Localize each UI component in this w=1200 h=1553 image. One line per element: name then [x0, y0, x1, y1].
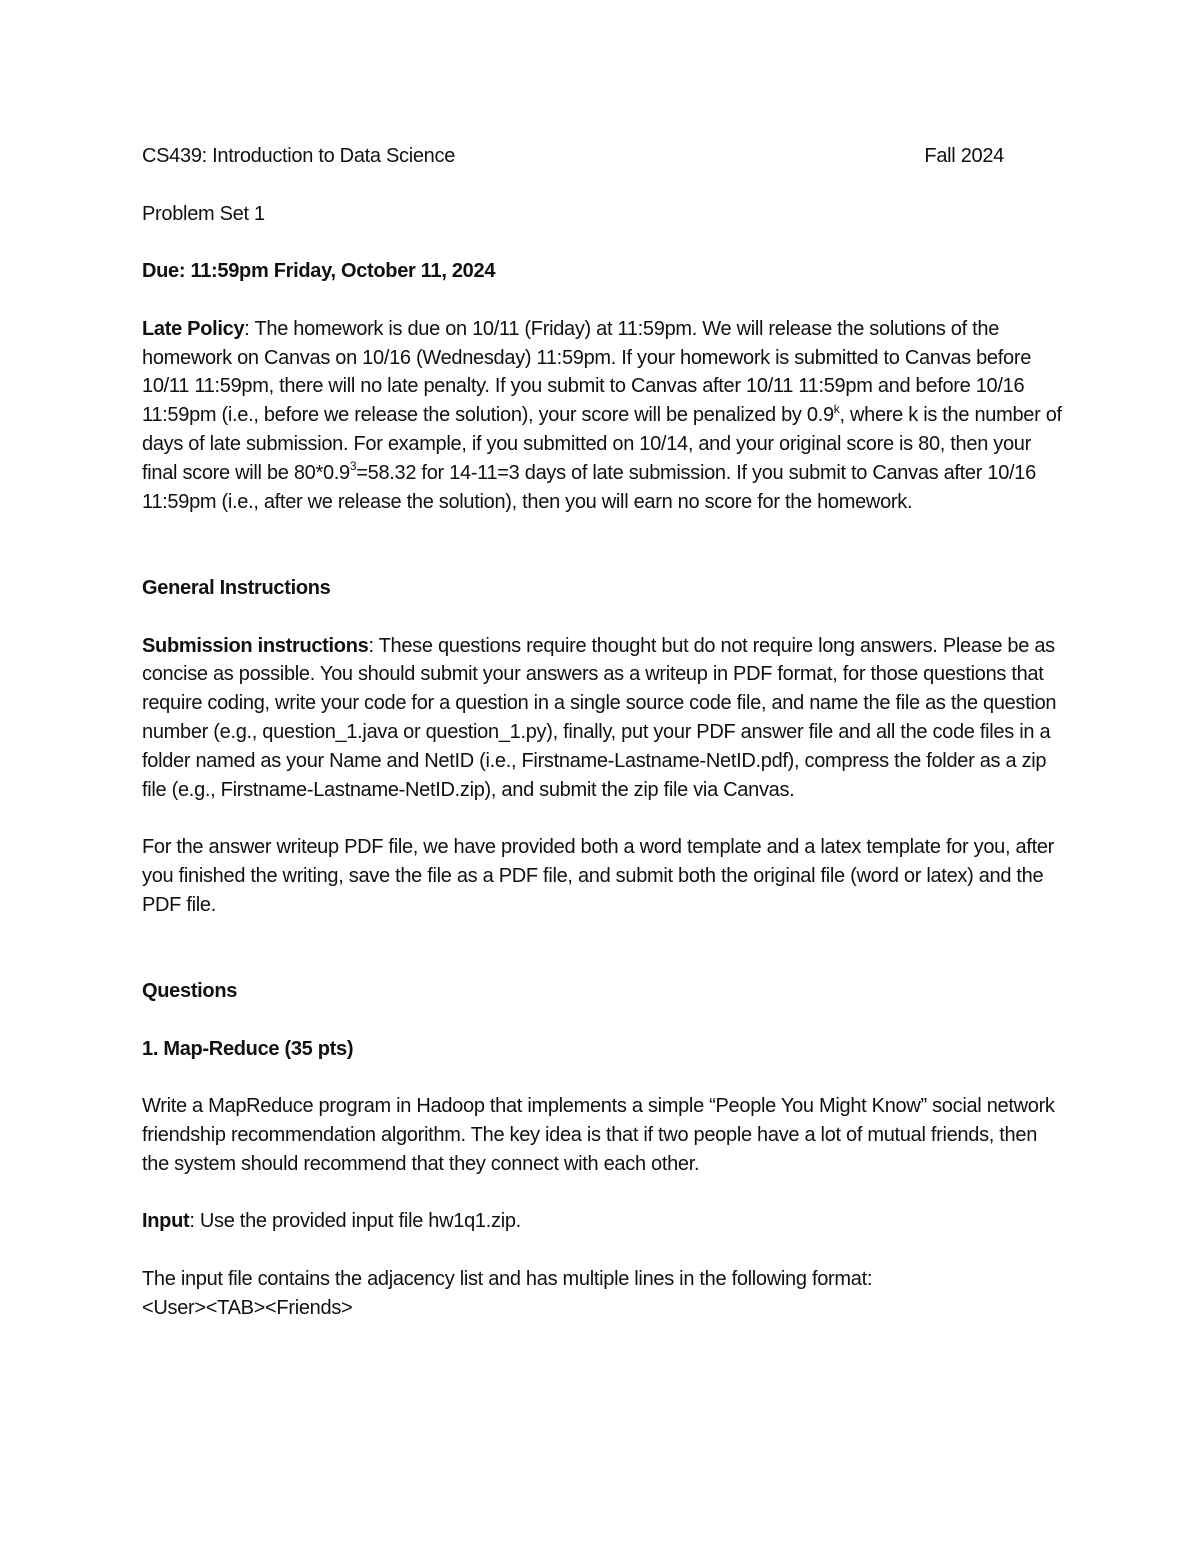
submission-instructions-label: Submission instructions	[142, 634, 369, 657]
late-policy-label: Late Policy	[142, 317, 245, 340]
writeup-paragraph: For the answer writeup PDF file, we have provided both a word template and a latex template for you, after you finished the writing, save the file as a PDF file, and submit both the original file (word or latex) and the PDF file.	[142, 836, 1055, 916]
question-1-description: Write a MapReduce program in Hadoop that implements a simple “People You Might Know” social network friendship recommendation algorithm. The key idea is that if two people have a lot of mutual friends, then the system should recommend that they connect with each other.	[142, 1095, 1055, 1175]
late-policy-text-a: : The homework is due on 10/11 (Friday) at 11:59pm. We will release the solutions of the homework on Canvas on 10/16 (Wednesday) 11:59pm. If your homework is submitted to Canvas before 10/11 11:59pm, there will no late penalty. If you submit to Canvas after 10/11 11:59pm and before 10/16 11:59pm (i.e., before we release the solution), your score will be penalized by 0.9	[142, 317, 1032, 427]
input-text: : Use the provided input file hw1q1.zip.	[189, 1210, 521, 1233]
general-instructions-heading: General Instructions	[142, 576, 331, 599]
term-label: Fall 2024	[924, 145, 1004, 167]
submission-instructions-text: : These questions require thought but do not require long answers. Please be as concise as possible. You should submit your answers as a writeup in PDF format, for those questions that require coding, write your code for a question in a single source code file, and name the file as the question number (e.g., question_1.java or question_1.py), finally, put your PDF answer file and all the code files in a folder named as your Name and NetID (i.e., Firstname-Lastname-NetID.pdf), compress the folder as a zip file (e.g., Firstname-Lastname-NetID.zip), and submit the zip file via Canvas.	[142, 634, 1057, 801]
late-policy-text-b: , where k is the number of days of late submission. For example, if you submitted on 10/14, and your original score is 80, then your final score will be 80*0.9	[142, 404, 1062, 484]
late-policy-paragraph	[142, 315, 1062, 517]
late-policy-text-c: =58.32 for 14-11=3 days of late submission. If you submit to Canvas after 10/16 11:59pm (i.e., after we release the solution), then you will earn no score for the homework.	[142, 461, 1036, 513]
input-format-text: The input file contains the adjacency list and has multiple lines in the following format:	[142, 1268, 873, 1291]
input-paragraph	[142, 1207, 1062, 1236]
late-policy-sup-a: k	[833, 401, 840, 416]
due-date: Due: 11:59pm Friday, October 11, 2024	[142, 260, 496, 283]
late-policy-sup-b: 3	[349, 459, 357, 474]
input-label: Input	[142, 1210, 190, 1233]
problem-set-title: Problem Set 1	[142, 202, 265, 225]
document-header	[142, 142, 1004, 171]
submission-instructions-paragraph	[142, 632, 1062, 805]
question-1-title: 1. Map-Reduce (35 pts)	[142, 1037, 354, 1060]
questions-heading: Questions	[142, 980, 238, 1003]
course-title: CS439: Introduction to Data Science	[142, 145, 456, 167]
input-format-line: <User><TAB><Friends>	[142, 1296, 353, 1319]
